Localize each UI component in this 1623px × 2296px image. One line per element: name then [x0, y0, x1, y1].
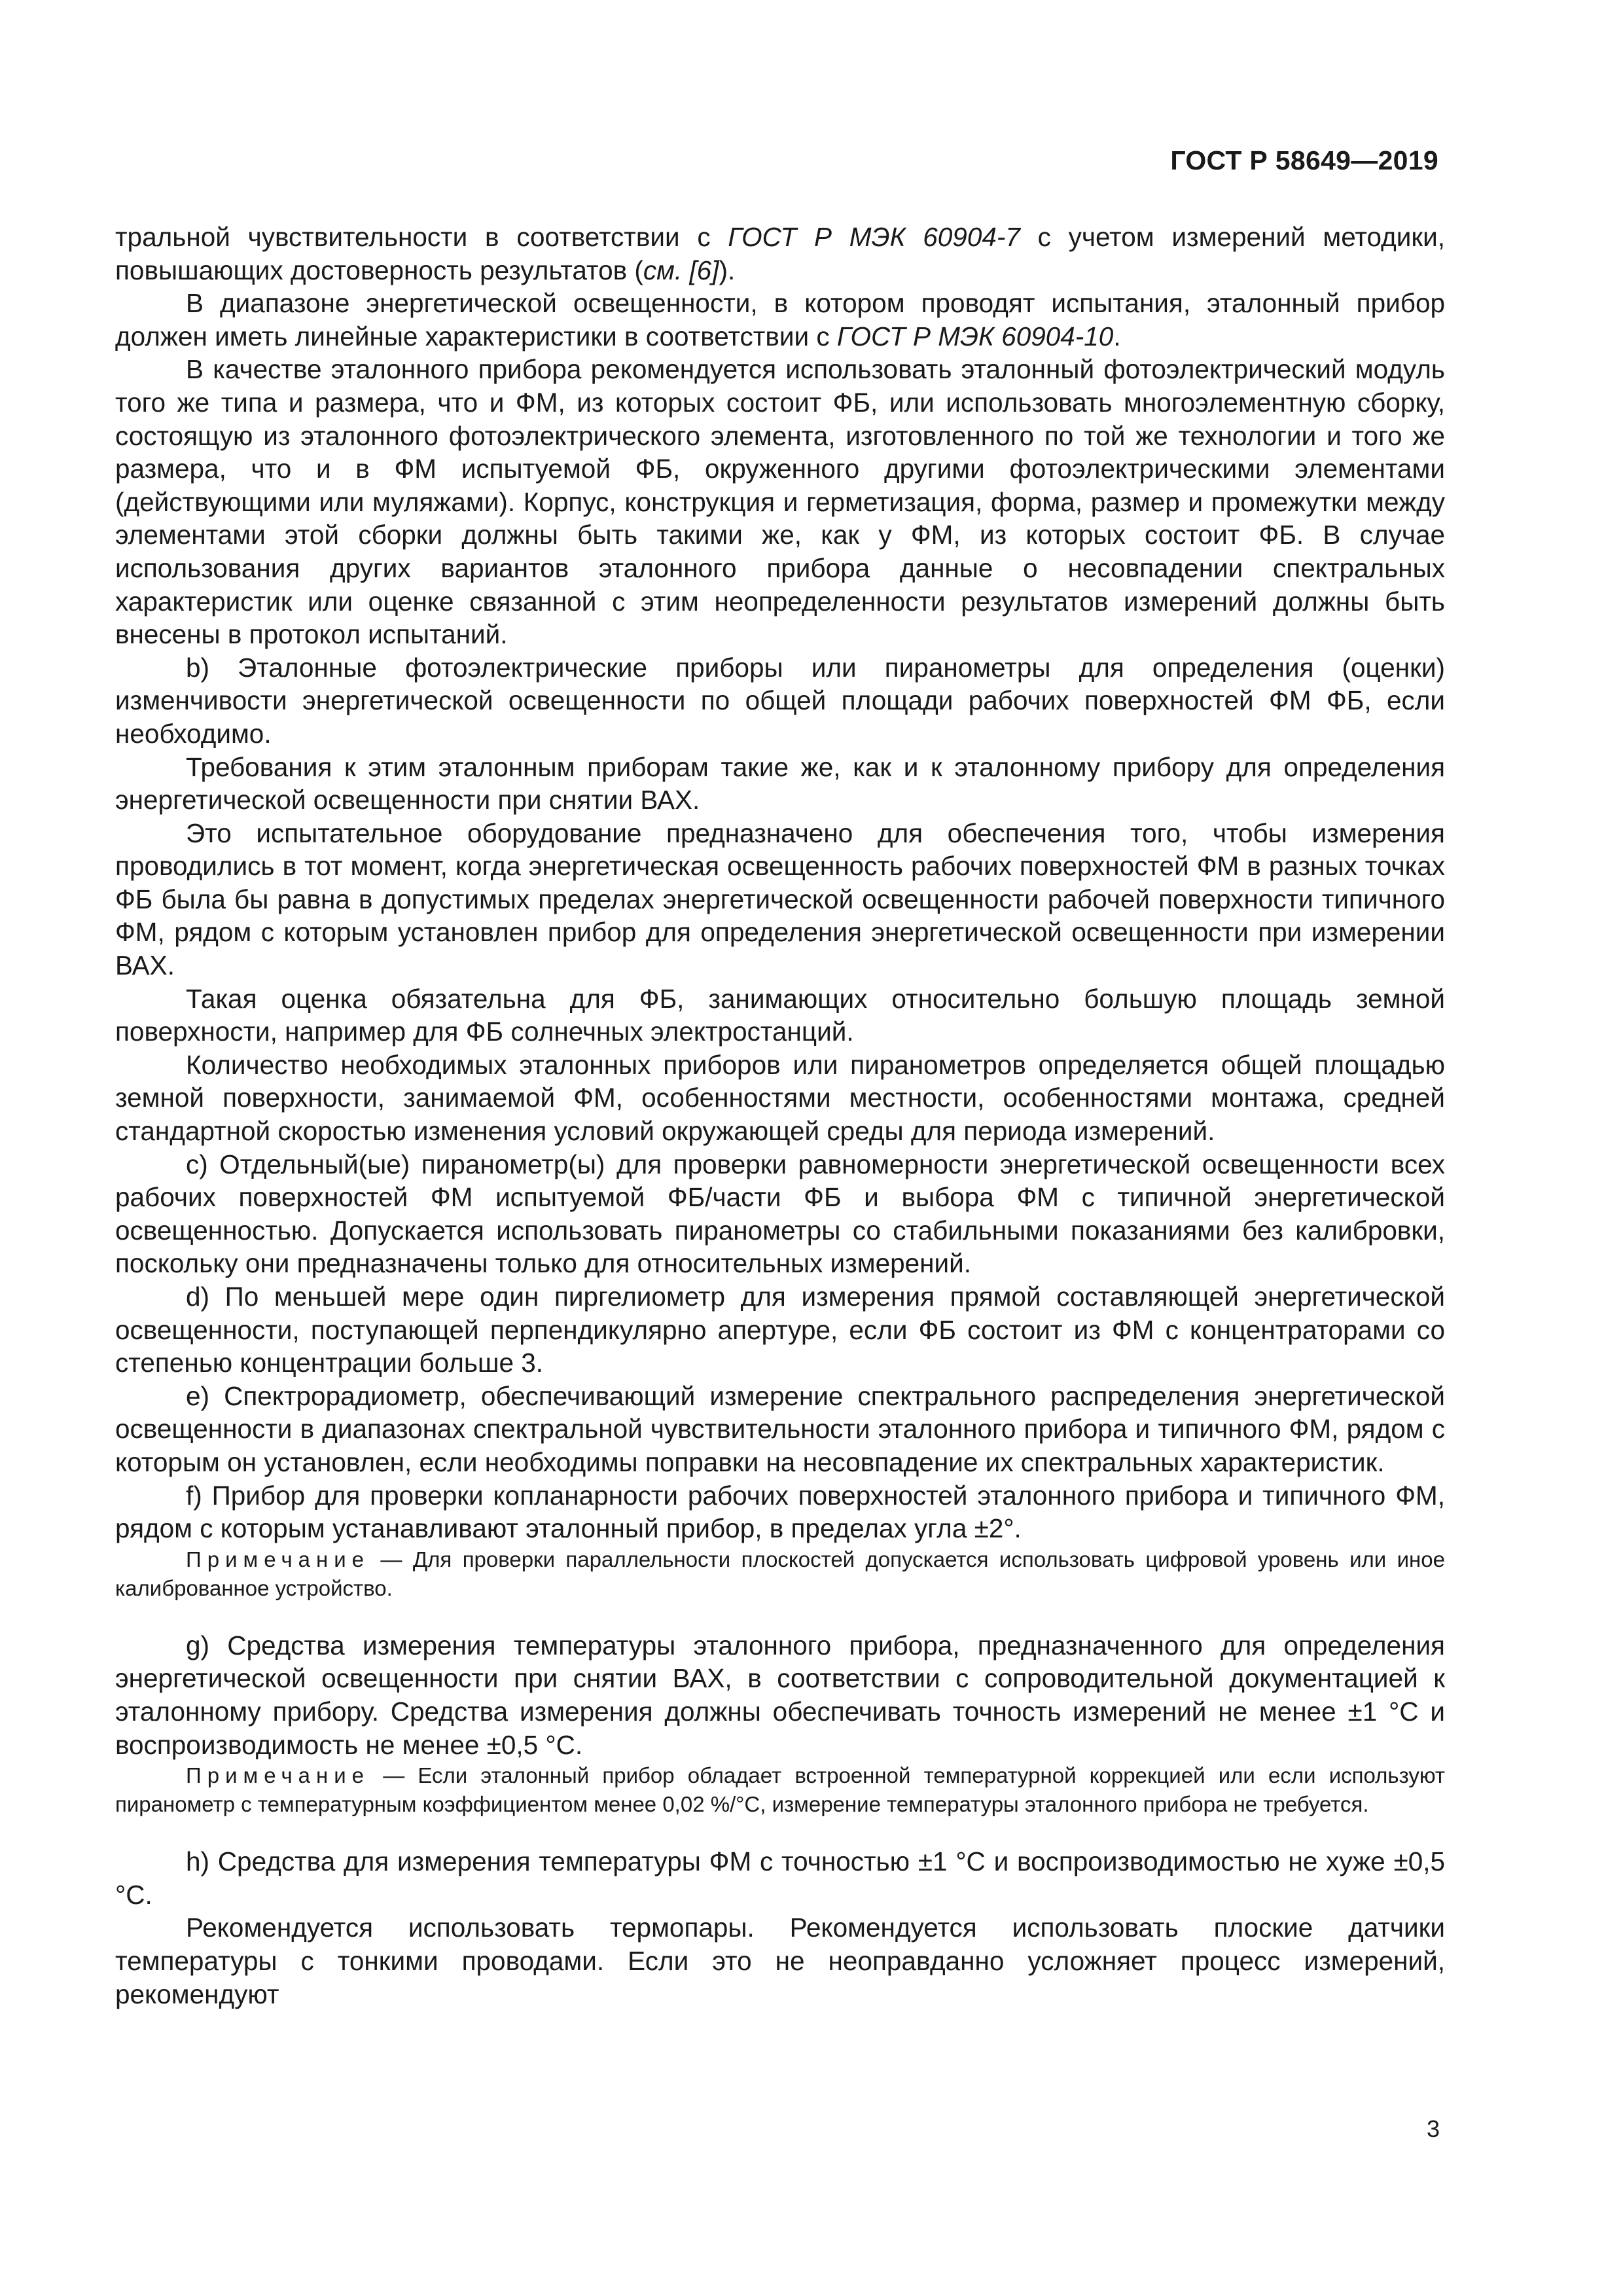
list-item-b: b) Эталонные фотоэлектрические приборы или пиранометры для определения (оценки) изменчивости энергетической освещенности по общей площади рабочих поверхностей ФМ ФБ, если необходимо. [115, 652, 1445, 749]
text-run: с учетом измерений методики, повышающих достоверность результатов ( [115, 222, 1445, 285]
list-item-d: d) По меньшей мере один пиргелиометр для измерения прямой составляющей энергетической освещенности, поступающей перпендикулярно апертуре, если ФБ состоит из ФМ с концентраторами со степенью концентрации больше 3. [115, 1282, 1445, 1378]
page-number: 3 [1426, 2115, 1440, 2142]
paragraph-reference-device: В качестве эталонного прибора рекомендуется использовать эталонный фотоэлектрический модуль того же типа и размера, что и ФМ, из которых состоит ФБ, или использовать многоэлементную сборку, состоящую из эталонного фотоэлектрического элемента, изготовленного по той же технологии и того же размера, что и в ФМ испытуемой ФБ, окруженного другими фотоэлектрическими элементами (действующими или муляжами). Корпус, конструкция и герметизация, форма, размер и промежутки между элементами этой сборки должны быть такими же, как у ФМ, из которых состоит ФБ. В случае использования других вариантов эталонного прибора данные о несовпадении спектральных характеристик или оценке связанной с этим неопределенности результатов измерений должны быть внесены в протокол испытаний. [115, 354, 1445, 650]
paragraph-requirements: Требования к этим эталонным приборам такие же, как и к эталонному прибору для определения энергетической освещенности при снятии ВАХ. [115, 751, 1445, 816]
text-run: . [1113, 321, 1121, 351]
note-2 [115, 1761, 1445, 1819]
note-text: — Для проверки параллельности плоскостей допускается использовать цифровой уровень или иное калиброванное устройство. [115, 1547, 1445, 1600]
paragraph-equipment-purpose: Это испытательное оборудование предназначено для обеспечения того, чтобы измерения проводились в тот момент, когда энергетическая освещенность рабочих поверхностей ФМ в разных точках ФБ была бы равна в допустимых пределах энергетической освещенности рабочей поверхности типичного ФМ, рядом с которым установлен прибор для определения энергетической освещенности при измерении ВАХ. [115, 817, 1445, 981]
paragraph-continuation [115, 221, 1445, 287]
paragraph-quantity: Количество необходимых эталонных приборов или пиранометров определяется общей площадью земной поверхности, занимаемой ФМ, особенностями местности, особенностями монтажа, средней стандартной скоростью изменения условий окружающей среды для периода измерений. [115, 1049, 1445, 1147]
text-run: ). [719, 255, 736, 285]
note-text: — Если эталонный прибор обладает встроенной температурной коррекцией или если используют пиранометр с температурным коэффициентом менее 0,02 %/°C, измерение температуры эталонного прибора не требуется. [115, 1763, 1445, 1817]
standard-reference: ГОСТ Р МЭК 60904-10 [836, 321, 1114, 351]
list-item-e: e) Спектрорадиометр, обеспечивающий измерение спектрального распределения энергетической освещенности в диапазонах спектральной чувствительности эталонного прибора и типичного ФМ, рядом с которым он установлен, если необходимы поправки на несовпадение их спектральных характеристик. [115, 1380, 1445, 1477]
text-run: тральной чувствительности в соответствии с [115, 222, 728, 252]
standard-reference: ГОСТ Р МЭК 60904-7 [728, 222, 1020, 252]
list-item-c: c) Отдельный(ые) пиранометр(ы) для проверки равномерности энергетической освещенности всех рабочих поверхностей ФМ испытуемой ФБ/части ФБ и выбора ФМ с типичной энергетической освещенностью. Допускается использовать пиранометры со стабильными показаниями без калибровки, поскольку они предназначены только для относительных измерений. [115, 1149, 1445, 1279]
paragraph-assessment: Такая оценка обязательна для ФБ, занимающих относительно большую площадь земной поверхности, например для ФБ солнечных электростанций. [115, 983, 1445, 1047]
bibliography-reference: см. [6] [643, 255, 719, 285]
note-label: Примечание [186, 1547, 370, 1571]
body-text [115, 221, 1445, 2011]
standard-code-header: ГОСТ Р 58649—2019 [1170, 145, 1438, 175]
text-run: В диапазоне энергетической освещенности, в котором проводят испытания, эталонный прибор должен иметь линейные характеристики в соответствии с [115, 288, 1445, 351]
list-item-g: g) Средства измерения температуры эталонного прибора, предназначенного для определения энергетической освещенности при снятии ВАХ, в соответствии с сопроводительной документацией к эталонному прибору. Средства измерения должны обеспечивать точность измерений не менее ±1 °C и воспроизводимость не менее ±0,5 °C. [115, 1630, 1445, 1760]
note-1 [115, 1545, 1445, 1603]
paragraph-linearity [115, 287, 1445, 353]
list-item-f: f) Прибор для проверки копланарности рабочих поверхностей эталонного прибора и типичного ФМ, рядом с которым устанавливают эталонный прибор, в пределах угла ±2°. [115, 1480, 1445, 1544]
list-item-h: h) Средства для измерения температуры ФМ с точностью ±1 °C и воспроизводимостью не хуже ±0,5 °C. [115, 1846, 1445, 1910]
note-label: Примечание [186, 1763, 370, 1788]
paragraph-thermocouples: Рекомендуется использовать термопары. Рекомендуется использовать плоские датчики температуры с тонкими проводами. Если это не неоправданно усложняет процесс измерений, рекомендуют [115, 1912, 1445, 2009]
